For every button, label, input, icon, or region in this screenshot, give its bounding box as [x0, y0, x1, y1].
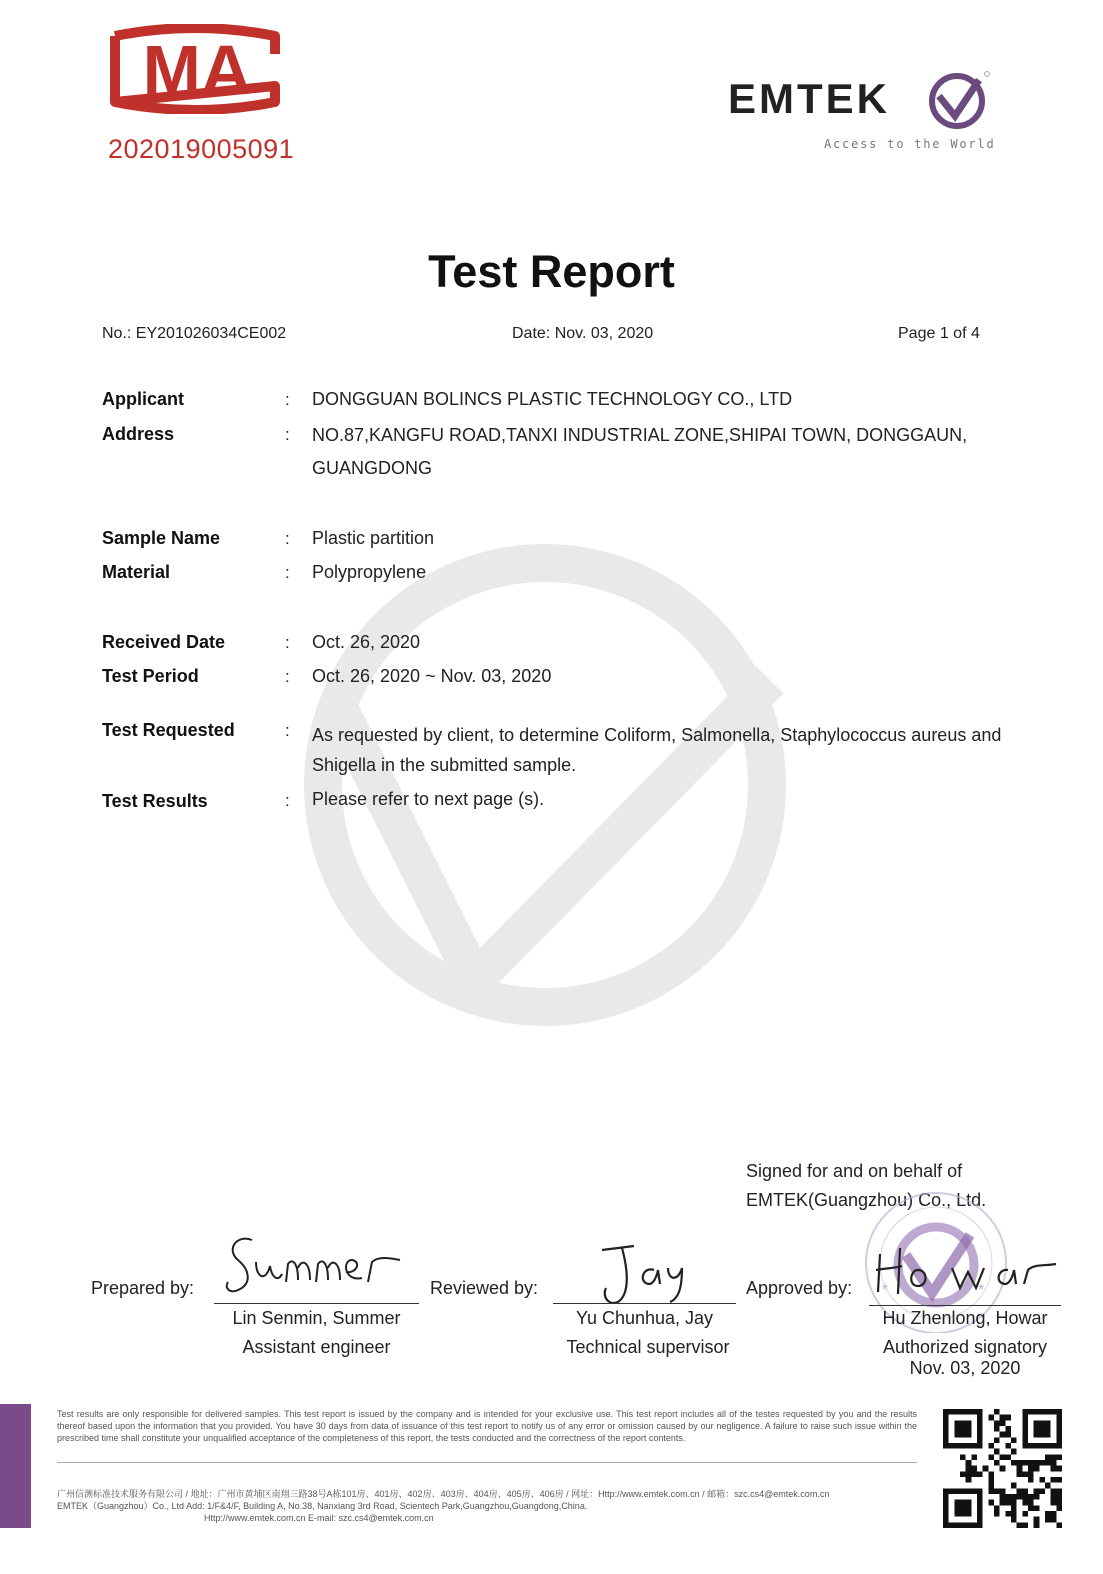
footer-contact-web: Http://www.emtek.com.cn E-mail: szc.cs4@emtek.com.cn: [204, 1513, 434, 1523]
received-date-colon: :: [285, 633, 290, 652]
sample-name-label: Sample Name: [102, 528, 221, 548]
page-label: Page: [898, 325, 936, 342]
approved-date: Nov. 03, 2020: [909, 1358, 1021, 1378]
footer-contact: [57, 1488, 927, 1524]
approved-signature-line: [869, 1305, 1061, 1306]
report-number: [102, 325, 286, 343]
test-requested-label: Test Requested: [102, 720, 235, 740]
approved-by-name: Hu Zhenlong, Howar: [882, 1308, 1048, 1328]
applicant-value: DONGGUAN BOLINCS PLASTIC TECHNOLOGY CO., LTD: [312, 389, 793, 409]
signed-for-line2: EMTEK(Guangzhou) Co., Ltd.: [746, 1190, 987, 1210]
footer-disclaimer: Test results are only responsible for delivered samples. This test report is issued by the company and is intended for your exclusive use. This test report includes all of the testes requested by you and the results thereof based upon the information that you provided. You have 30 days from data of issuance of this test report to notify us of any error or omission caused by our negligence. A failure to raise such issue within the prescribed time shall constitute your unqualified acceptance of the completeness of this report, the tests conducted and the correctness of the report contents.: [57, 1409, 917, 1443]
prepared-by-label: Prepared by:: [91, 1278, 195, 1298]
page-indicator: [898, 325, 980, 343]
sample-name-colon: :: [285, 529, 290, 548]
address-colon: :: [285, 425, 290, 444]
reviewed-by-label: Reviewed by:: [430, 1278, 539, 1298]
page-title: Test Report: [428, 246, 675, 297]
test-results-label: Test Results: [102, 791, 208, 811]
sample-name-value: Plastic partition: [312, 528, 435, 548]
report-number-value: EY201026034CE002: [135, 325, 287, 342]
material-colon: :: [285, 563, 290, 582]
prepared-signature: [222, 1232, 407, 1300]
approved-by-title: Authorized signatory: [882, 1337, 1048, 1357]
test-results-colon: :: [285, 791, 290, 810]
approved-signature: [872, 1240, 1062, 1308]
emtek-tagline: Access to the World: [824, 137, 996, 151]
footer-divider: [57, 1462, 917, 1463]
emtek-check-icon: [925, 70, 990, 130]
page-value: 1 of 4: [939, 325, 980, 342]
material-label: Material: [102, 562, 171, 582]
reviewed-signature-line: [553, 1303, 736, 1304]
material-value: Polypropylene: [312, 562, 427, 582]
received-date-label: Received Date: [102, 632, 226, 652]
reviewed-by-title: Technical supervisor: [566, 1337, 730, 1357]
watermark-check-icon: [300, 540, 790, 1030]
cma-logo: [95, 24, 295, 114]
test-period-value: Oct. 26, 2020 ~ Nov. 03, 2020: [312, 666, 552, 686]
footer-contact-cn: 广州信测标准技术服务有限公司 / 地址：广州市黄埔区南翔三路38号A栋101房、401房、402房、403房、404房、405房、406房 / 网址：Http://www.emtek.com.cn / 邮箱：szc.cs4@emtek.com.cn: [57, 1489, 830, 1499]
svg-text:*: *: [882, 1282, 889, 1299]
report-date-label: Date:: [512, 325, 551, 342]
reviewed-signature: [594, 1240, 699, 1308]
test-period-colon: :: [285, 667, 290, 686]
prepared-signature-line: [214, 1303, 419, 1304]
prepared-by-name: Lin Senmin, Summer: [232, 1308, 401, 1328]
emtek-logo-text: EMTEK: [728, 75, 890, 122]
footer-contact-en: EMTEK（Guangzhou）Co., Ltd Add: 1/F&4/F, Building A, No.38, Nanxiang 3rd Road, Scientech Park,Guangzhou,Guangdong,China.: [57, 1501, 588, 1511]
address-label: Address: [102, 424, 175, 444]
report-date-value: Nov. 03, 2020: [554, 325, 654, 342]
test-results-value: Please refer to next page (s).: [312, 789, 545, 809]
approved-by-label: Approved by:: [746, 1278, 853, 1298]
applicant-colon: :: [285, 390, 290, 409]
report-number-label: No.:: [102, 325, 132, 342]
qr-code-icon: [943, 1409, 1062, 1528]
test-period-label: Test Period: [102, 666, 199, 686]
prepared-by-title: Assistant engineer: [242, 1337, 391, 1357]
cma-logo-text: MA: [142, 31, 252, 109]
address-value: NO.87,KANGFU ROAD,TANXI INDUSTRIAL ZONE,SHIPAI TOWN, DONGGAUN, GUANGDONG: [312, 425, 968, 478]
footer-accent-bar: [0, 1404, 31, 1528]
reviewed-by-name: Yu Chunhua, Jay: [575, 1308, 714, 1328]
test-requested-value: As requested by client, to determine Coliform, Salmonella, Staphylococcus aureus and Shigella in the submitted sample.: [312, 725, 1002, 775]
report-date: [512, 325, 653, 343]
received-date-value: Oct. 26, 2020: [312, 632, 421, 652]
test-requested-colon: :: [285, 721, 290, 740]
cma-number: 202019005091: [108, 134, 295, 164]
svg-text:*: *: [978, 1282, 985, 1299]
signed-for-line1: Signed for and on behalf of: [746, 1161, 963, 1181]
applicant-label: Applicant: [102, 389, 185, 409]
